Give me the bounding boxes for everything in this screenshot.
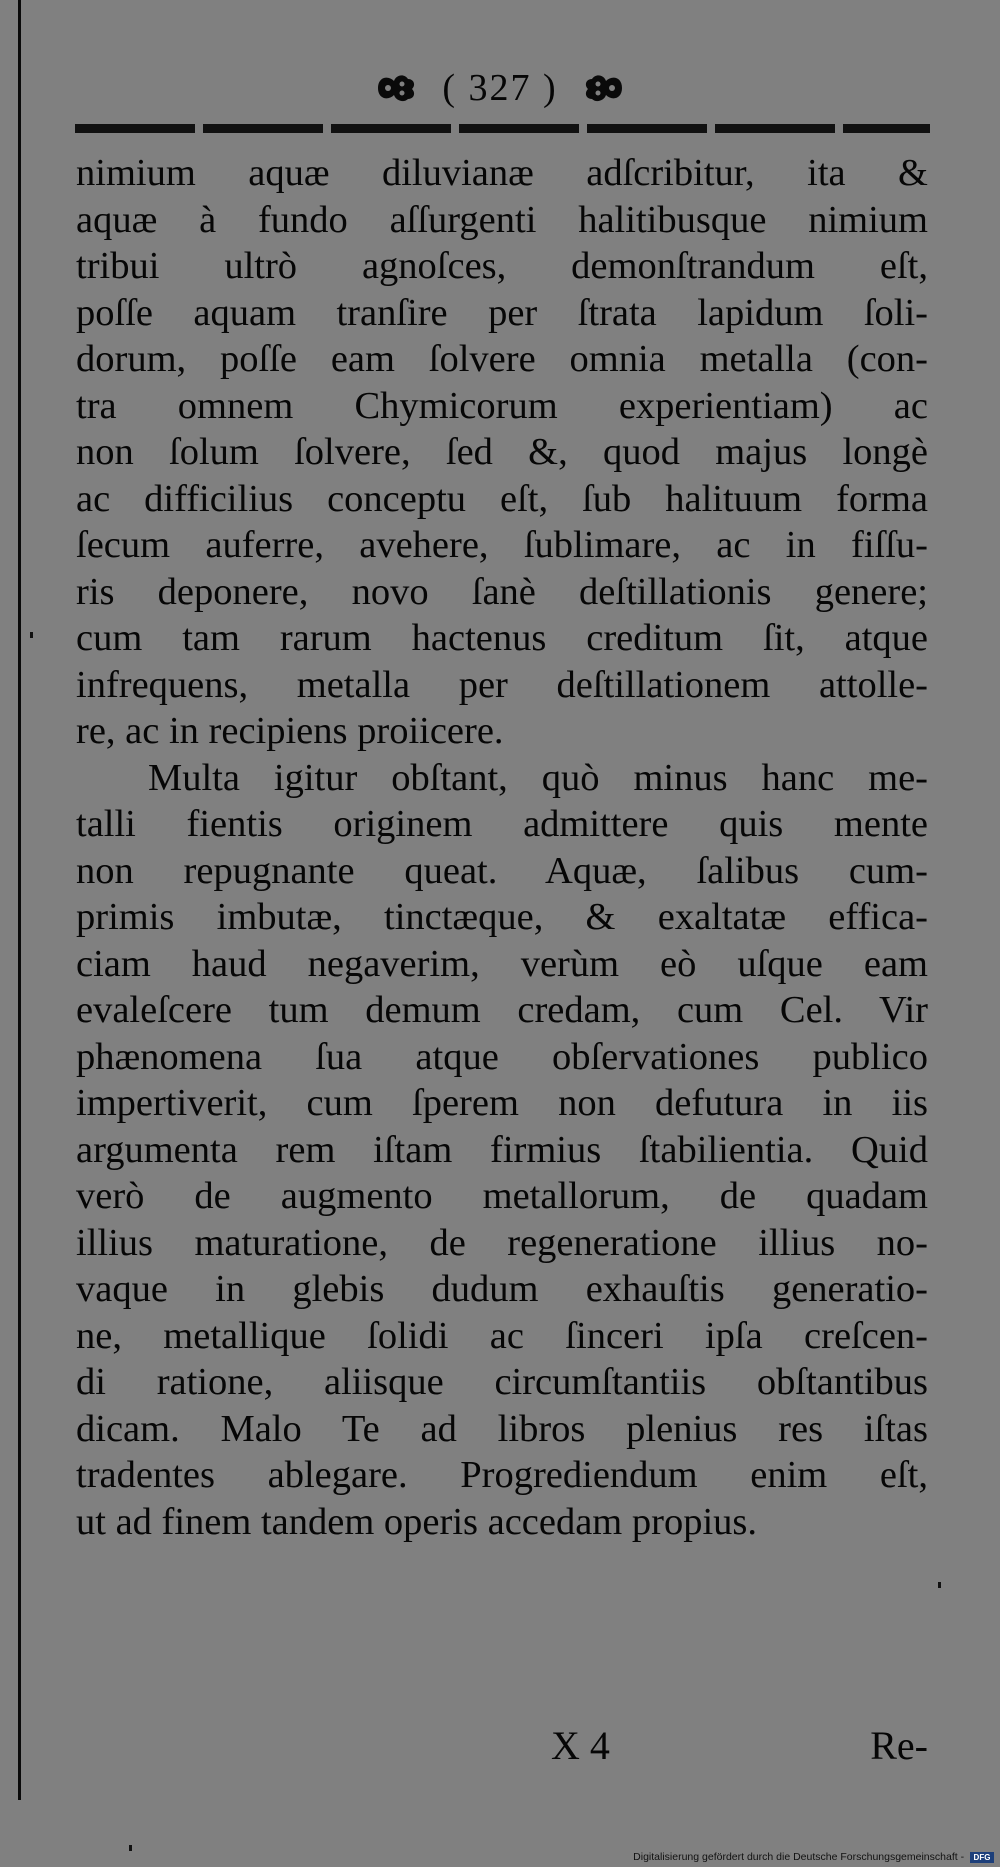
left-fleuron-ornament (374, 71, 418, 105)
page-header (0, 62, 1000, 110)
page-number: ( 327 ) (442, 66, 558, 109)
dfg-logo: DFG (970, 1852, 994, 1863)
text-line: evaleſcere tum demum credam, cum Cel. Vir (76, 989, 928, 1031)
text-line: ris deponere, novo ſanè deſtillationis genere; (76, 570, 928, 613)
text-line: di ratione, aliisque circumſtantiis obſtantibus (76, 1361, 928, 1403)
text-line: non repugnante queat. Aquæ, ſalibus cum- (76, 849, 928, 892)
scan-speck (129, 1845, 132, 1851)
text-line: aquæ à fundo aſſurgenti halitibusque nimium (76, 198, 928, 241)
text-line: ciam haud negaverim, verùm eò uſque eam (76, 942, 928, 985)
text-line: ne, metallique ſolidi ac ſinceri ipſa creſcen- (76, 1314, 928, 1357)
text-line: primis imbutæ, tinctæque, & exaltatæ effica- (76, 896, 928, 938)
scan-speck (938, 1582, 941, 1588)
text-line: dicam. Malo Te ad libros plenius res iſtas (76, 1407, 928, 1450)
text-line: talli fientis originem admittere quis mente (76, 803, 928, 845)
header-rule (75, 124, 930, 133)
text-line: vaque in glebis dudum exhauſtis generatio- (76, 1268, 928, 1310)
text-line: impertiverit, cum ſperem non defutura in iis (76, 1082, 928, 1124)
text-line: poſſe aquam tranſire per ſtrata lapidum ſoli- (76, 291, 928, 334)
paragraph-start-line: Multa igitur obſtant, quò minus hanc me- (148, 756, 928, 799)
text-line: tradentes ablegare. Progrediendum enim eſt, (76, 1454, 928, 1496)
digitization-credit (633, 1851, 994, 1863)
right-fleuron-ornament (582, 71, 626, 105)
text-line: nimium aquæ diluvianæ adſcribitur, ita & (76, 152, 928, 194)
text-line: illius maturatione, de regeneratione illius no- (76, 1221, 928, 1264)
signature-mark: X 4 (551, 1723, 610, 1768)
text-line: argumenta rem iſtam firmius ſtabilientia. Quid (76, 1128, 928, 1171)
text-line: dorum, poſſe eam ſolvere omnia metalla (con- (76, 338, 928, 380)
text-line: ac difficilius conceptu eſt, ſub halituum forma (76, 477, 928, 520)
text-line: ſecum auferre, avehere, ſublimare, ac in fiſſu- (76, 524, 928, 566)
paragraph-end-line: re, ac in recipiens proiicere. (76, 710, 504, 752)
page-edge-rule (18, 0, 21, 1800)
text-line: phænomena ſua atque obſervationes publico (76, 1035, 928, 1078)
text-line: non ſolum ſolvere, ſed &, quod majus longè (76, 431, 928, 473)
text-line: cum tam rarum hactenus creditum ſit, atque (76, 617, 928, 659)
text-line: verò de augmento metallorum, de quadam (76, 1175, 928, 1217)
catchword: Re- (870, 1723, 928, 1768)
text-line: infrequens, metalla per deſtillationem attolle- (76, 663, 928, 706)
body-text (76, 150, 928, 1545)
credit-text: Digitalisierung gefördert durch die Deutsche Forschungsgemeinschaft - (633, 1851, 965, 1863)
text-line: tra omnem Chymicorum experientiam) ac (76, 384, 928, 427)
paragraph-end-line: ut ad finem tandem operis accedam propius. (76, 1500, 758, 1543)
text-line: tribui ultrò agnoſces, demonſtrandum eſt, (76, 245, 928, 287)
scan-speck (30, 632, 33, 638)
